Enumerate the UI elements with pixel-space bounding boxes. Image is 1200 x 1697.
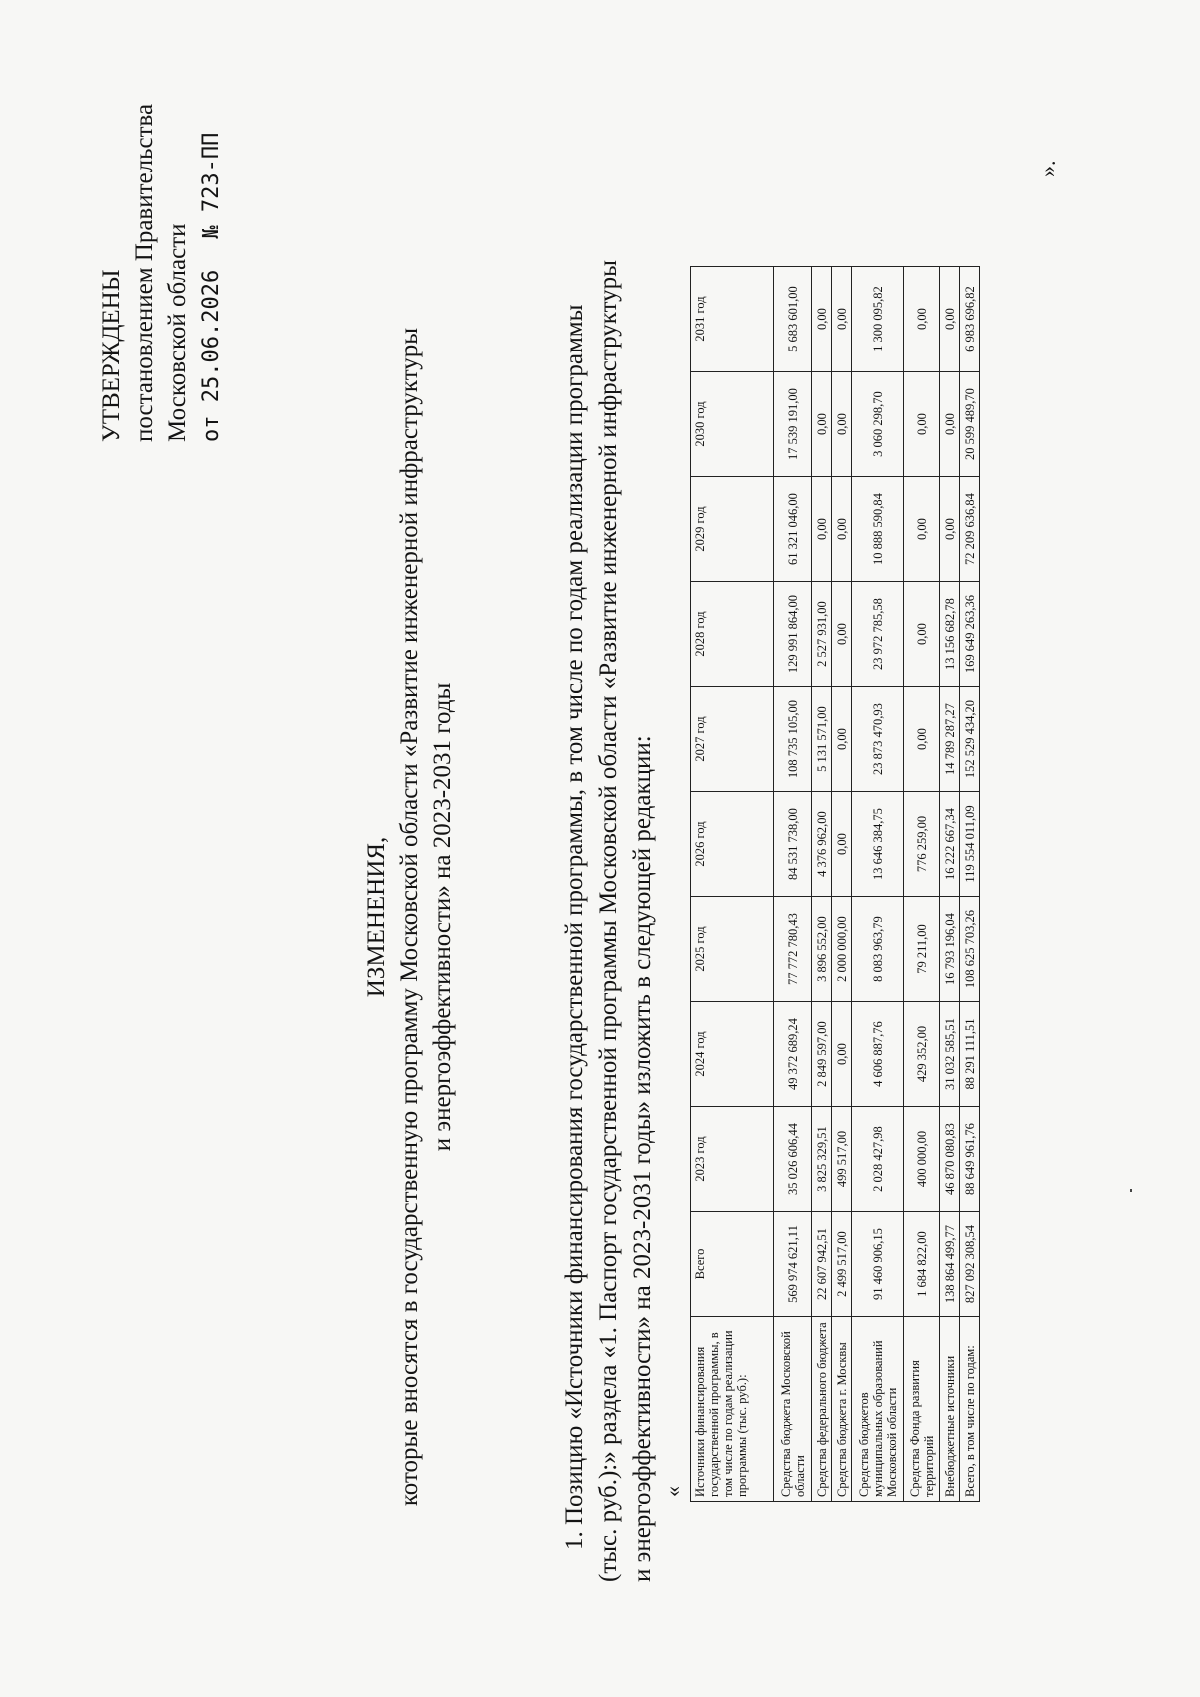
table-row — [832, 267, 852, 1502]
value-cell: 119 554 011,09 — [960, 792, 980, 897]
value-cell: 61 321 046,00 — [774, 477, 812, 582]
approval-heading: УТВЕРЖДЕНЫ — [98, 269, 125, 442]
value-cell: 16 793 196,04 — [940, 897, 960, 1002]
value-cell: 84 531 738,00 — [774, 792, 812, 897]
title-line-3: и энергоэффективности» на 2023-2031 годы — [429, 682, 456, 1152]
value-cell: 129 991 864,00 — [774, 582, 812, 687]
row-source-cell: Средства бюджета г. Москвы — [832, 1317, 852, 1502]
header-2028: 2028 год — [691, 582, 774, 687]
closing-quote: ». — [1035, 160, 1060, 177]
value-cell: 108 625 703,26 — [960, 897, 980, 1002]
value-cell: 0,00 — [832, 582, 852, 687]
value-cell: 0,00 — [832, 477, 852, 582]
value-cell: 13 646 384,75 — [852, 792, 904, 897]
value-cell: 91 460 906,15 — [852, 1212, 904, 1317]
value-cell: 4 376 962,00 — [812, 792, 832, 897]
value-cell: 0,00 — [832, 687, 852, 792]
table-header-row — [691, 267, 774, 1502]
value-cell: 17 539 191,00 — [774, 372, 812, 477]
value-cell: 0,00 — [832, 1002, 852, 1107]
header-2027: 2027 год — [691, 687, 774, 792]
header-2029: 2029 год — [691, 477, 774, 582]
value-cell: 13 156 682,78 — [940, 582, 960, 687]
value-cell: 152 529 434,20 — [960, 687, 980, 792]
value-cell: 3 896 552,00 — [812, 897, 832, 1002]
value-cell: 2 499 517,00 — [832, 1212, 852, 1317]
value-cell: 0,00 — [904, 477, 940, 582]
approval-number: № 723-ПП — [199, 132, 224, 239]
header-total: Всего — [691, 1212, 774, 1317]
value-cell: 499 517,00 — [832, 1107, 852, 1212]
row-source-cell: Внебюджетные источники — [940, 1317, 960, 1502]
document-title — [360, 217, 459, 1617]
header-2031: 2031 год — [691, 267, 774, 372]
opening-quote: « — [660, 1486, 685, 1497]
value-cell: 0,00 — [940, 372, 960, 477]
value-cell: 23 972 785,58 — [852, 582, 904, 687]
value-cell: 23 873 470,93 — [852, 687, 904, 792]
table-row — [774, 267, 812, 1502]
approval-date: от 25.06.2026 — [199, 269, 224, 442]
value-cell: 6 983 696,82 — [960, 267, 980, 372]
table-row — [960, 267, 980, 1502]
value-cell: 77 772 780,43 — [774, 897, 812, 1002]
value-cell: 3 825 329,51 — [812, 1107, 832, 1212]
approval-stamp — [95, 22, 228, 442]
value-cell: 2 028 427,98 — [852, 1107, 904, 1212]
header-2023: 2023 год — [691, 1107, 774, 1212]
value-cell: 16 222 667,34 — [940, 792, 960, 897]
value-cell: 5 683 601,00 — [774, 267, 812, 372]
value-cell: 88 649 961,76 — [960, 1107, 980, 1212]
title-line-2: которые вносятся в государственную программу Московской области «Развитие инженерной инфраструктуры — [396, 327, 423, 1507]
approval-region: Московской области — [164, 223, 191, 442]
header-2025: 2025 год — [691, 897, 774, 1002]
value-cell: 0,00 — [812, 372, 832, 477]
value-cell: 1 684 822,00 — [904, 1212, 940, 1317]
value-cell: 79 211,00 — [904, 897, 940, 1002]
row-source-cell: Всего, в том числе по годам: — [960, 1317, 980, 1502]
approval-date-number — [194, 22, 228, 442]
paragraph-line-3: и энергоэффективности» на 2023-2031 годы» изложить в следующей редакции: — [629, 735, 656, 1582]
value-cell: 569 974 621,11 — [774, 1212, 812, 1317]
value-cell: 31 032 585,51 — [940, 1002, 960, 1107]
value-cell: 10 888 590,84 — [852, 477, 904, 582]
table-row — [940, 267, 960, 1502]
value-cell: 2 849 597,00 — [812, 1002, 832, 1107]
value-cell: 4 606 887,76 — [852, 1002, 904, 1107]
value-cell: 0,00 — [940, 477, 960, 582]
value-cell: 49 372 689,24 — [774, 1002, 812, 1107]
value-cell: 400 000,00 — [904, 1107, 940, 1212]
value-cell: 0,00 — [904, 582, 940, 687]
value-cell: 2 000 000,00 — [832, 897, 852, 1002]
value-cell: 14 789 287,27 — [940, 687, 960, 792]
table-body — [774, 267, 980, 1502]
row-source-cell: Средства бюджета Московской области — [774, 1317, 812, 1502]
table-row — [852, 267, 904, 1502]
title-main: ИЗМЕНЕНИЯ, — [363, 836, 390, 998]
value-cell: 22 607 942,51 — [812, 1212, 832, 1317]
value-cell: 46 870 080,83 — [940, 1107, 960, 1212]
amendment-paragraph — [558, 162, 660, 1582]
header-2024: 2024 год — [691, 1002, 774, 1107]
value-cell: 3 060 298,70 — [852, 372, 904, 477]
header-source: Источники финансирования государственной программы, в том числе по годам реализации программы (тыс. руб.): — [691, 1317, 774, 1502]
value-cell: 169 649 263,36 — [960, 582, 980, 687]
value-cell: 8 083 963,79 — [852, 897, 904, 1002]
scan-speck — [1130, 1189, 1132, 1192]
header-2026: 2026 год — [691, 792, 774, 897]
value-cell: 0,00 — [904, 372, 940, 477]
paragraph-line-2: (тыс. руб.):» раздела «1. Паспорт государственной программы Московской области «Развитие инженерной инфраструктуры — [595, 260, 622, 1582]
approval-authority: постановлением Правительства — [131, 103, 158, 442]
value-cell: 0,00 — [812, 267, 832, 372]
paragraph-line-1: 1. Позицию «Источники финансирования государственной программы, в том числе по годам реализации программы — [561, 304, 588, 1550]
value-cell: 88 291 111,51 — [960, 1002, 980, 1107]
row-source-cell: Средства Фонда развития территорий — [904, 1317, 940, 1502]
value-cell: 0,00 — [812, 477, 832, 582]
value-cell: 0,00 — [940, 267, 960, 372]
header-2030: 2030 год — [691, 372, 774, 477]
value-cell: 2 527 931,00 — [812, 582, 832, 687]
value-cell: 72 209 636,84 — [960, 477, 980, 582]
value-cell: 0,00 — [832, 792, 852, 897]
row-source-cell: Средства бюджетов муниципальных образований Московской области — [852, 1317, 904, 1502]
table-row — [904, 267, 940, 1502]
value-cell: 0,00 — [904, 687, 940, 792]
value-cell: 35 026 606,44 — [774, 1107, 812, 1212]
table-row — [812, 267, 832, 1502]
value-cell: 138 864 499,77 — [940, 1212, 960, 1317]
value-cell: 776 259,00 — [904, 792, 940, 897]
value-cell: 0,00 — [832, 267, 852, 372]
value-cell: 108 735 105,00 — [774, 687, 812, 792]
value-cell: 429 352,00 — [904, 1002, 940, 1107]
value-cell: 1 300 095,82 — [852, 267, 904, 372]
value-cell: 5 131 571,00 — [812, 687, 832, 792]
financing-table — [690, 266, 980, 1502]
value-cell: 0,00 — [832, 372, 852, 477]
value-cell: 0,00 — [904, 267, 940, 372]
value-cell: 827 092 308,54 — [960, 1212, 980, 1317]
value-cell: 20 599 489,70 — [960, 372, 980, 477]
row-source-cell: Средства федерального бюджета — [812, 1317, 832, 1502]
